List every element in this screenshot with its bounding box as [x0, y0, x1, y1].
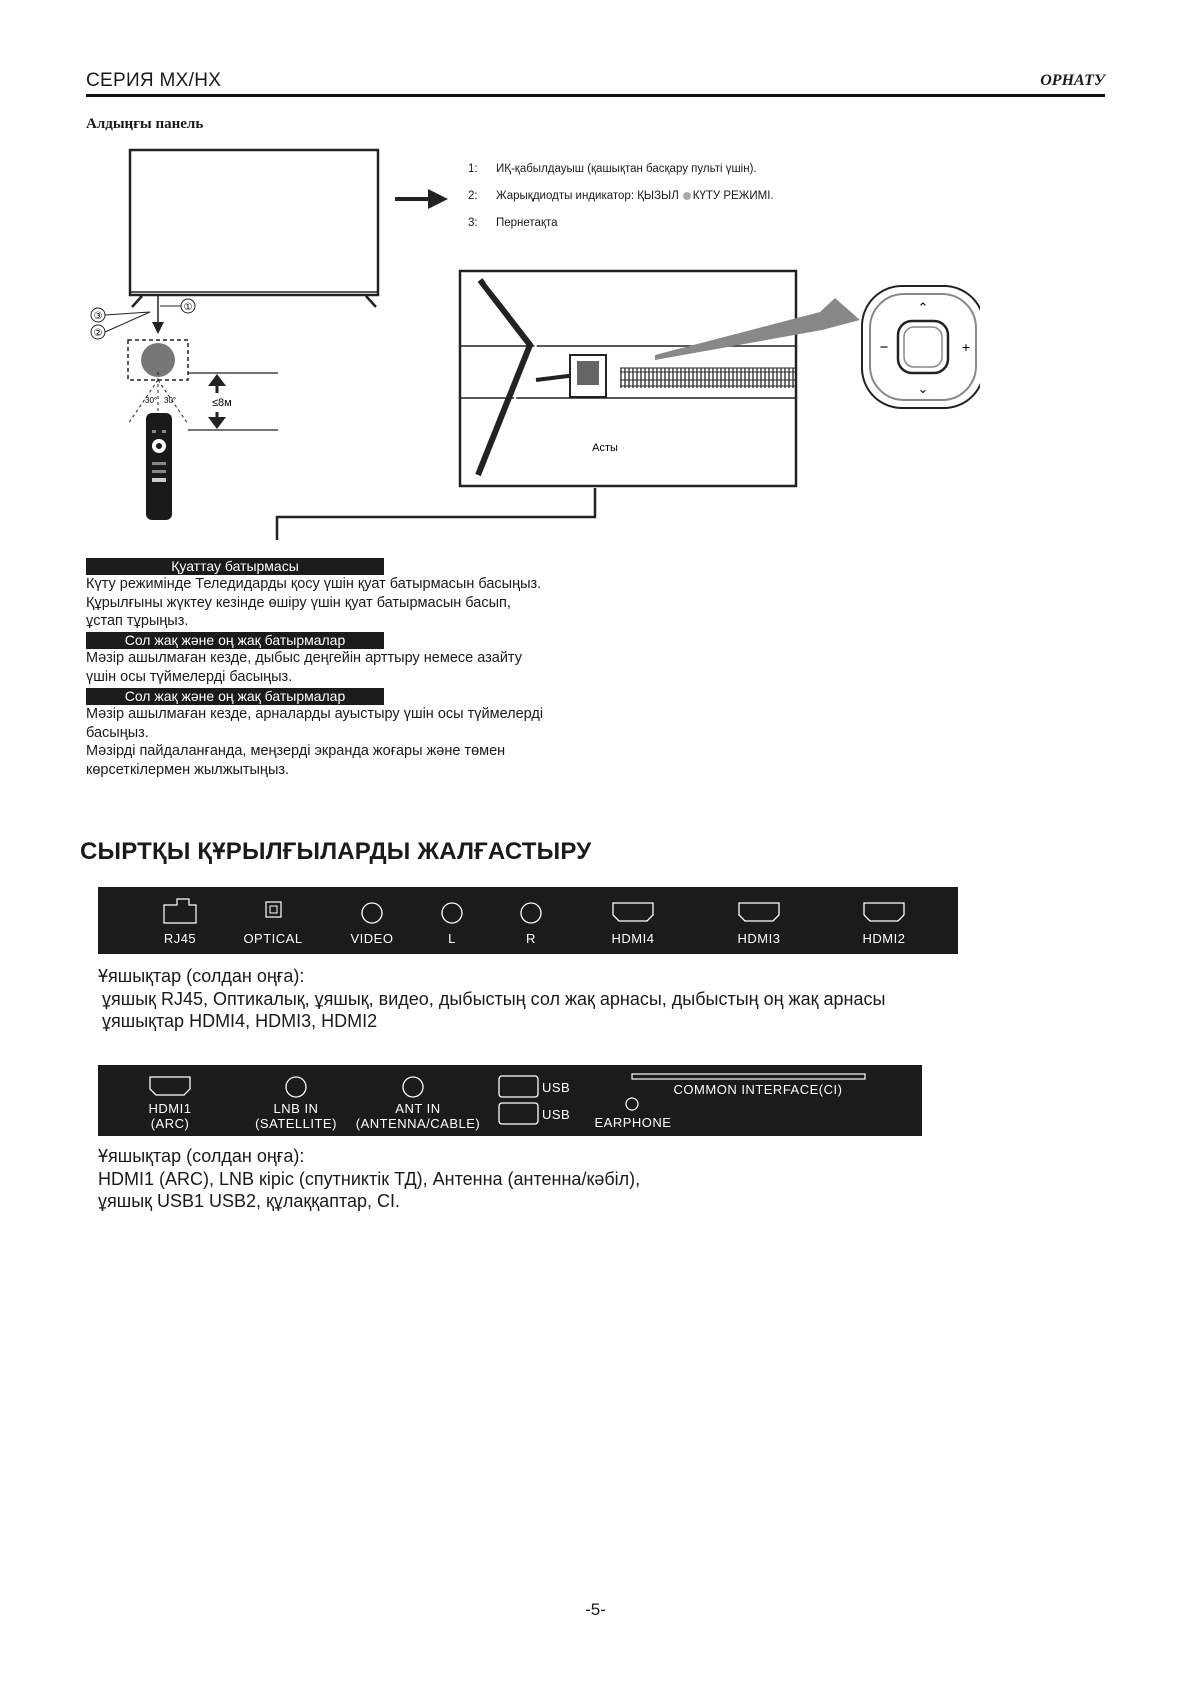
rear-panel-2 [98, 1065, 922, 1136]
port-label-rj45: RJ45 [163, 931, 197, 946]
legend-item-3: 3: Пернетақта [468, 217, 558, 229]
lnb-port-icon [286, 1077, 306, 1097]
header-rule [86, 94, 1105, 97]
section-title: ОРНАТУ [1040, 72, 1105, 89]
hdmi2-port-icon [864, 903, 904, 921]
port-label-lnb: LNB IN (SATELLITE) [255, 1101, 337, 1131]
port-label-earphone: EARPHONE [594, 1115, 672, 1130]
callout-1: ① [183, 302, 193, 313]
usb1-port-icon [499, 1076, 538, 1097]
port-label-hdmi3: HDMI3 [737, 931, 781, 946]
joystick-up-icon: ⌃ [917, 300, 929, 315]
hdmi3-port-icon [739, 903, 779, 921]
port-label-usb2: USB [542, 1107, 571, 1122]
channel-buttons-heading: Сол жақ және оң жақ батырмалар [86, 688, 384, 705]
port-label-hdmi2: HDMI2 [862, 931, 906, 946]
remote-control [146, 413, 172, 520]
joystick-minus-icon: − [879, 339, 889, 356]
external-section-title: СЫРТҚЫ ҚҰРЫЛҒЫЛАРДЫ ЖАЛҒАСТЫРУ [80, 838, 592, 865]
legend-item-2: 2: Жарықдиодты индикатор: ҚЫЗЫЛ КҮТУ РЕЖИМІ. [468, 190, 774, 202]
legend-item-1: 1: ИҚ-қабылдауыш (қашықтан басқару пульті үшін). [468, 163, 757, 175]
distance-label: ≤8м [212, 397, 232, 409]
arrow-right-icon [428, 189, 448, 209]
usb2-port-icon [499, 1103, 538, 1124]
ir-sensor [141, 343, 175, 377]
angle-right: 30° [164, 396, 177, 405]
volume-buttons-heading: Сол жақ және оң жақ батырмалар [86, 632, 384, 649]
series-title: СЕРИЯ МХ/НХ [86, 70, 222, 91]
power-button-heading: Қуаттау батырмасы [86, 558, 384, 575]
port-label-r: R [526, 931, 536, 946]
port-label-l: L [448, 931, 456, 946]
optical-port-icon [266, 902, 281, 917]
panel1-order-title: Ұяшықтар (солдан оңға): [98, 966, 305, 986]
earphone-port-icon [626, 1098, 638, 1110]
tv-stand [132, 296, 376, 307]
joystick-down-icon: ⌄ [917, 381, 929, 396]
port-label-video: VIDEO [350, 931, 394, 946]
ci-slot-icon [632, 1074, 865, 1079]
rear-panel-1 [98, 887, 958, 954]
panel1-order-desc: ұяшық RJ45, Оптикалық, ұяшық, видео, дыбыстың сол жақ арнасы, дыбыстың оң жақ арнасы ұяшықтар HDMI4, HDMI3, HDMI2 [102, 989, 886, 1031]
callout-3: ③ [93, 311, 103, 322]
port-label-ci: COMMON INTERFACE(CI) [673, 1082, 843, 1097]
ant-port-icon [403, 1077, 423, 1097]
tv-screen [130, 150, 378, 295]
port-label-optical: OPTICAL [243, 931, 303, 946]
port-label-hdmi4: HDMI4 [611, 931, 655, 946]
port-label-usb1: USB [542, 1080, 571, 1095]
panel2-order-desc: HDMI1 (ARC), LNB кіріс (спутниктік ТД), Антенна (антенна/кәбіл), ұяшық USB1 USB2, құлаққаптар, CI. [98, 1169, 641, 1211]
channel-buttons-desc: Мәзір ашылмаған кезде, арналарды ауыстыру үшін осы түймелерді басыңыз. Мәзірді пайдаланғанда, меңзерді экранда жоғары және төмен көрсеткілермен жылжытыңыз. [86, 706, 544, 778]
hdmi4-port-icon [613, 903, 653, 921]
joystick-plus-icon: + [961, 339, 971, 355]
volume-buttons-desc: Мәзір ашылмаған кезде, дыбыс деңгейін арттыру немесе азайту үшін осы түймелерді басыңыз. [86, 650, 522, 685]
page-number: -5- [585, 1600, 606, 1619]
bottom-label: Асты [592, 442, 618, 454]
front-panel-title: Алдыңғы панель [86, 116, 204, 132]
video-port-icon [362, 903, 382, 923]
port-label-ant: ANT IN (ANTENNA/CABLE) [355, 1101, 481, 1131]
audio-r-port-icon [521, 903, 541, 923]
led-dot-icon [683, 192, 691, 200]
angle-left: 30° [145, 396, 158, 405]
callout-2: ② [93, 328, 103, 339]
panel2-order-title: Ұяшықтар (солдан оңға): [98, 1146, 305, 1166]
hdmi1-port-icon [150, 1077, 190, 1095]
audio-l-port-icon [442, 903, 462, 923]
port-label-hdmi1: HDMI1 (ARC) [148, 1101, 192, 1131]
power-button-desc: Күту режимінде Теледидарды қосу үшін қуат батырмасын басыңыз. Құрылғыны жүктеу кезінде өшіру үшін қуат батырмасын басып, ұстап тұрыңыз. [86, 576, 542, 629]
rj45-port-icon [164, 899, 196, 923]
